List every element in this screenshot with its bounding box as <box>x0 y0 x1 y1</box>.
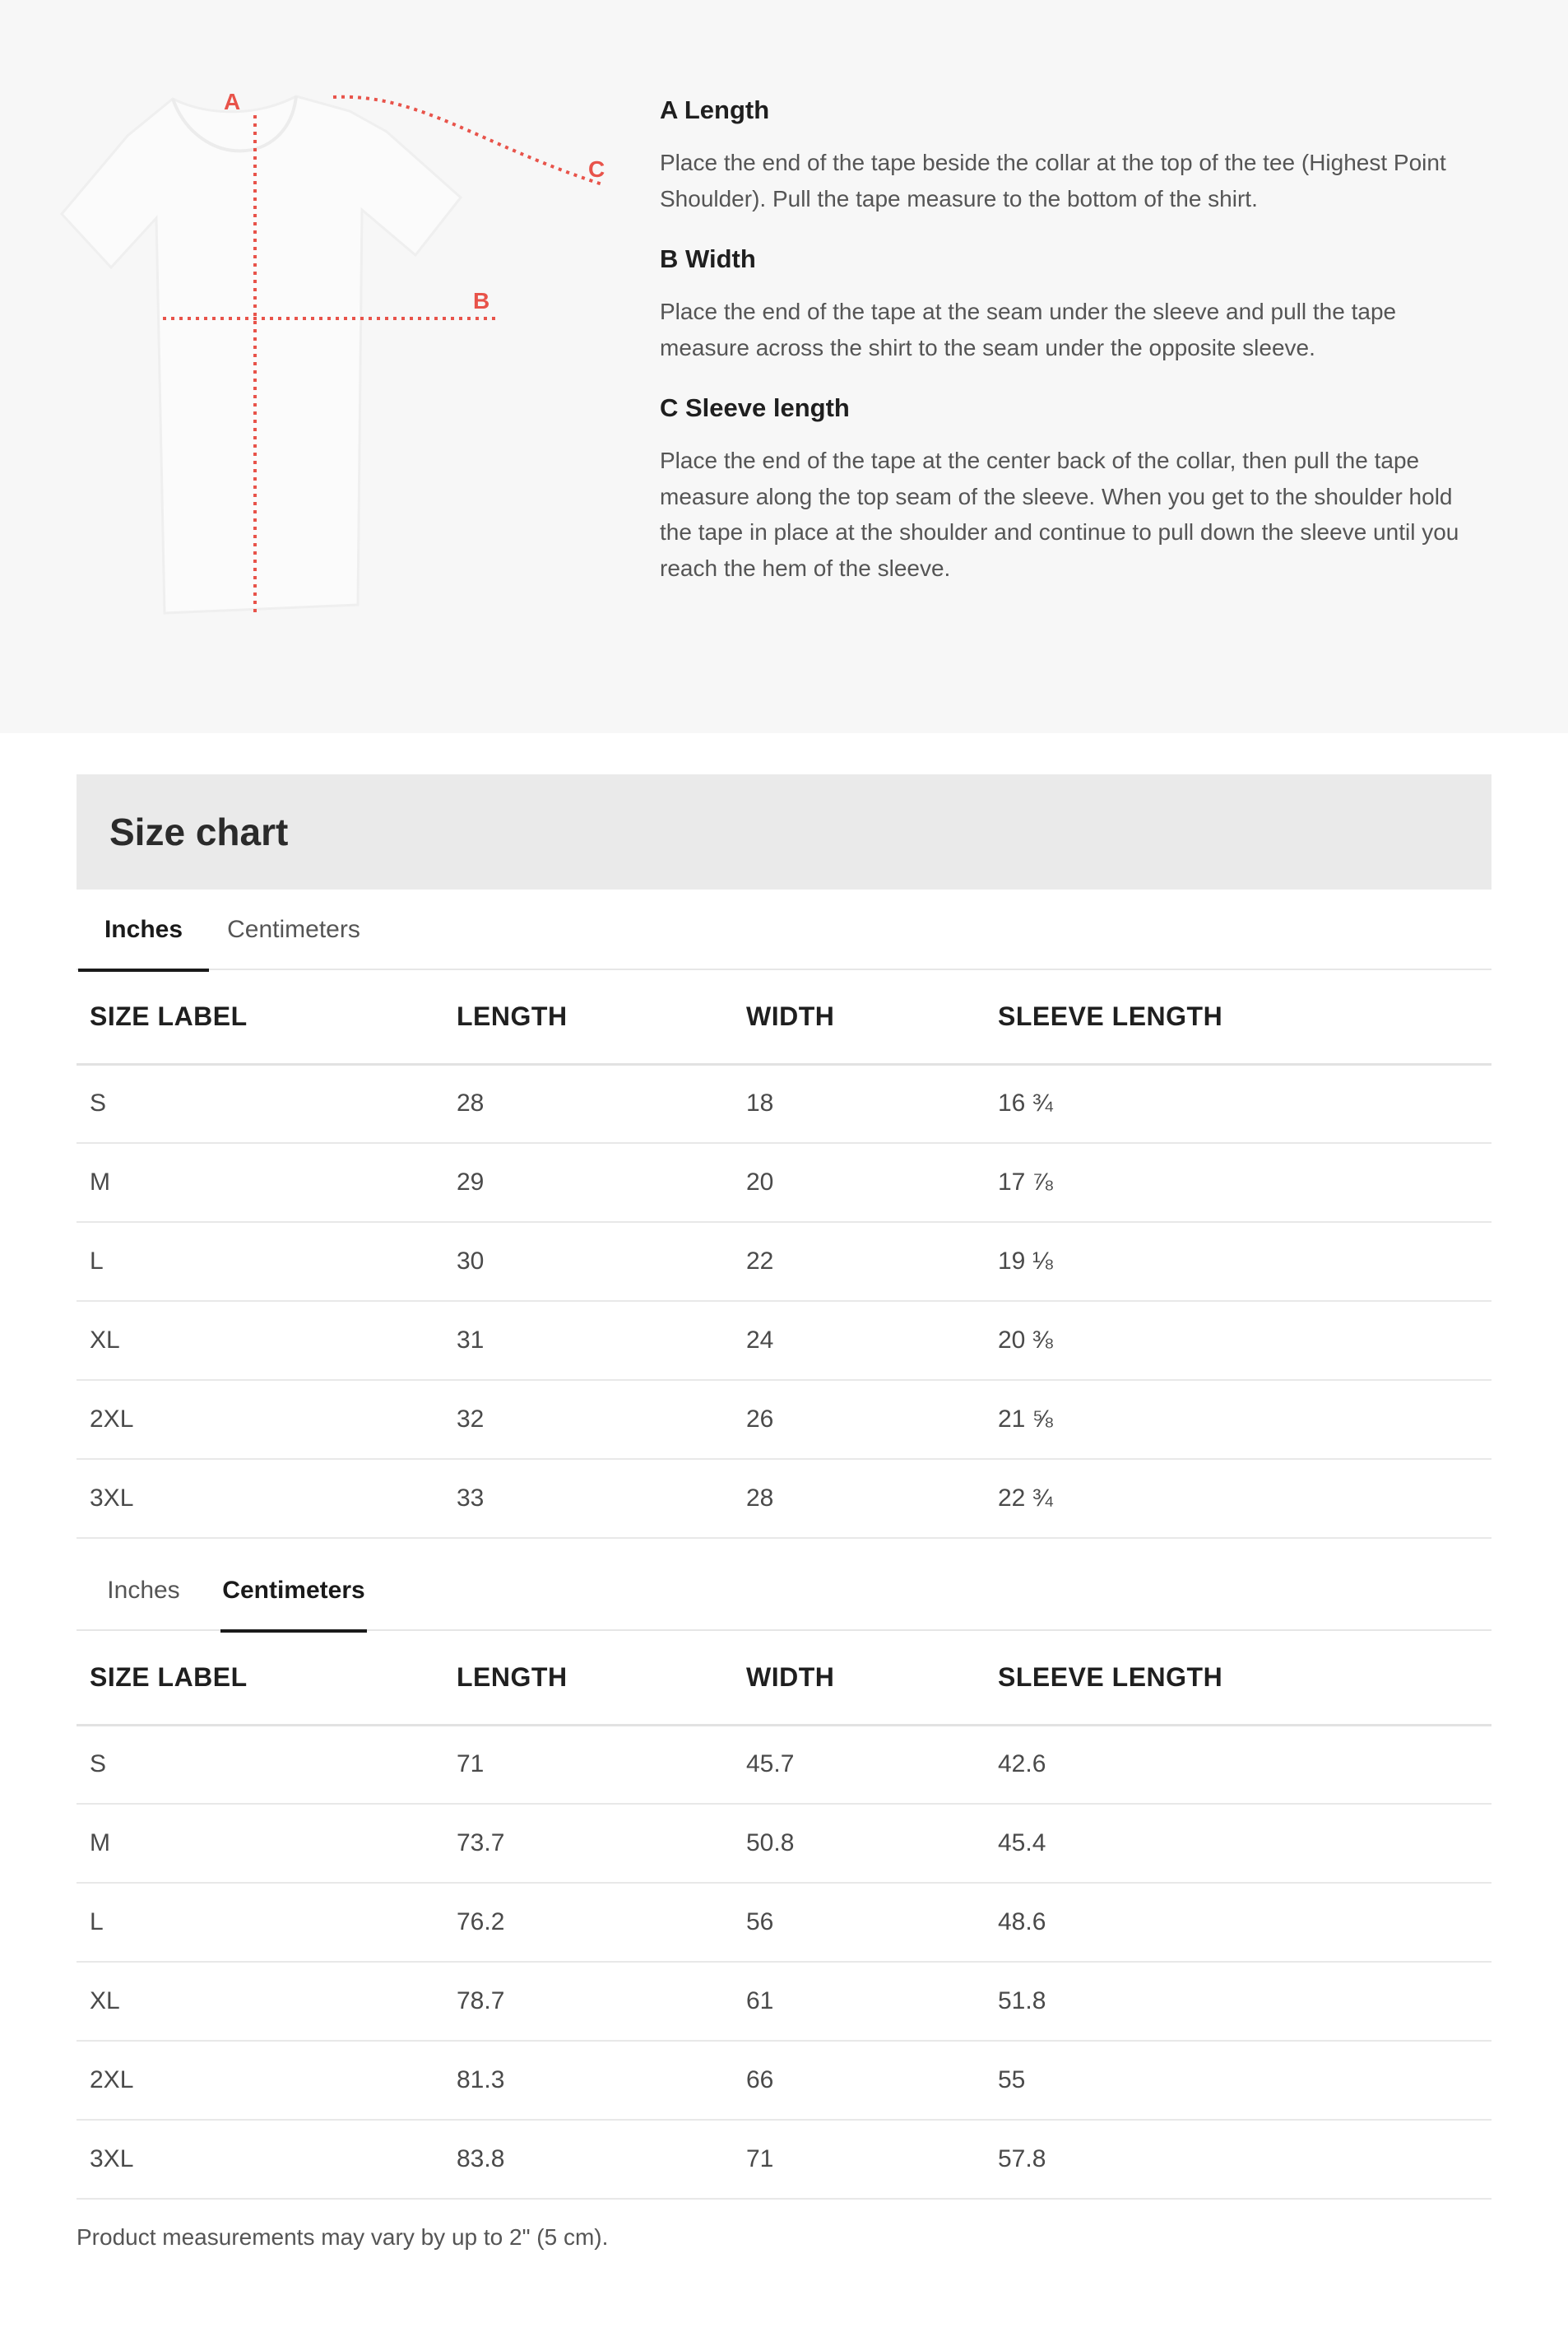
cell-length: 76.2 <box>443 1883 733 1962</box>
measurement-footnote: Product measurements may vary by up to 2" (5 cm). <box>77 2224 609 2250</box>
header-sleeve-length: SLEEVE LENGTH <box>985 1631 1491 1725</box>
cell-sleeve: 45.4 <box>985 1804 1491 1883</box>
header-length: LENGTH <box>443 1631 733 1725</box>
table-row <box>77 1962 1491 2041</box>
table-row <box>77 2041 1491 2120</box>
cell-width: 20 <box>733 1143 985 1222</box>
cell-sleeve: 22 ¾ <box>985 1459 1491 1538</box>
sleeve-length-heading: C Sleeve length <box>660 393 850 422</box>
cell-width: 66 <box>733 2041 985 2120</box>
width-heading: B Width <box>660 244 756 273</box>
cell-size: S <box>77 1064 443 1143</box>
cell-size: M <box>77 1143 443 1222</box>
cell-width: 28 <box>733 1459 985 1538</box>
cell-width: 71 <box>733 2120 985 2199</box>
table-header-row <box>77 1631 1491 1725</box>
cell-length: 78.7 <box>443 1962 733 2041</box>
table-row <box>77 1301 1491 1380</box>
cell-length: 81.3 <box>443 2041 733 2120</box>
header-size-label: SIZE LABEL <box>77 970 443 1064</box>
table-row <box>77 1380 1491 1459</box>
unit-tabs-centimeters <box>77 1550 1491 1631</box>
table-row <box>77 1143 1491 1222</box>
cell-size: L <box>77 1222 443 1301</box>
size-chart-header <box>77 774 1491 890</box>
table-row <box>77 1064 1491 1143</box>
header-sleeve-length: SLEEVE LENGTH <box>985 970 1491 1064</box>
cell-sleeve: 48.6 <box>985 1883 1491 1962</box>
cell-size: M <box>77 1804 443 1883</box>
size-table-inches <box>77 970 1491 1539</box>
cell-size: 3XL <box>77 2120 443 2199</box>
cell-length: 33 <box>443 1459 733 1538</box>
tab-inches[interactable]: Inches <box>78 890 209 970</box>
tab-centimeters[interactable]: Centimeters <box>227 916 360 943</box>
cell-width: 22 <box>733 1222 985 1301</box>
tshirt-illustration <box>49 78 625 638</box>
cell-sleeve: 55 <box>985 2041 1491 2120</box>
unit-tabs-inches <box>77 890 1491 970</box>
cell-length: 32 <box>443 1380 733 1459</box>
cell-size: XL <box>77 1962 443 2041</box>
cell-width: 26 <box>733 1380 985 1459</box>
cell-width: 61 <box>733 1962 985 2041</box>
width-instructions: Place the end of the tape at the seam under the sleeve and pull the tape measure across the shirt to the seam under the opposite sleeve. <box>660 299 1397 360</box>
table-row <box>77 1725 1491 1804</box>
size-table-centimeters <box>77 1631 1491 2200</box>
cell-sleeve: 17 ⅞ <box>985 1143 1491 1222</box>
length-instructions: Place the end of the tape beside the collar at the top of the tee (Highest Point Shoulder). Pull the tape measure to the bottom of the shirt. <box>660 150 1446 211</box>
cell-length: 71 <box>443 1725 733 1804</box>
cell-size: S <box>77 1725 443 1804</box>
tab-centimeters[interactable]: Centimeters <box>220 1550 367 1631</box>
cell-length: 73.7 <box>443 1804 733 1883</box>
table-row <box>77 2120 1491 2199</box>
header-size-label: SIZE LABEL <box>77 1631 443 1725</box>
sleeve-length-instructions: Place the end of the tape at the center back of the collar, then pull the tape measure along the top seam of the sleeve. When you get to the shoulder hold the tape in place at the shoulder and continue to pull down the sleeve until you reach the hem of the sleeve. <box>660 448 1459 581</box>
cell-size: L <box>77 1883 443 1962</box>
cell-width: 50.8 <box>733 1804 985 1883</box>
table-header-row <box>77 970 1491 1064</box>
table-row <box>77 1222 1491 1301</box>
tshirt-shape <box>62 96 461 613</box>
label-a: A <box>224 89 241 114</box>
length-heading: A Length <box>660 95 770 124</box>
cell-sleeve: 21 ⅝ <box>985 1380 1491 1459</box>
cell-length: 28 <box>443 1064 733 1143</box>
table-row <box>77 1804 1491 1883</box>
cell-size: 2XL <box>77 1380 443 1459</box>
cell-length: 30 <box>443 1222 733 1301</box>
cell-width: 56 <box>733 1883 985 1962</box>
label-b: B <box>473 288 490 314</box>
cell-sleeve: 20 ⅜ <box>985 1301 1491 1380</box>
header-width: WIDTH <box>733 1631 985 1725</box>
size-chart-title: Size chart <box>109 811 289 853</box>
cell-width: 45.7 <box>733 1725 985 1804</box>
cell-width: 18 <box>733 1064 985 1143</box>
cell-sleeve: 57.8 <box>985 2120 1491 2199</box>
label-c: C <box>588 156 605 182</box>
cell-length: 31 <box>443 1301 733 1380</box>
cell-size: 3XL <box>77 1459 443 1538</box>
cell-sleeve: 42.6 <box>985 1725 1491 1804</box>
cell-length: 83.8 <box>443 2120 733 2199</box>
measuring-instructions <box>660 92 1491 611</box>
header-length: LENGTH <box>443 970 733 1064</box>
cell-sleeve: 51.8 <box>985 1962 1491 2041</box>
cell-sleeve: 19 ⅛ <box>985 1222 1491 1301</box>
measuring-guide <box>0 0 1568 733</box>
cell-width: 24 <box>733 1301 985 1380</box>
cell-size: 2XL <box>77 2041 443 2120</box>
cell-length: 29 <box>443 1143 733 1222</box>
table-row <box>77 1883 1491 1962</box>
cell-size: XL <box>77 1301 443 1380</box>
header-width: WIDTH <box>733 970 985 1064</box>
table-row <box>77 1459 1491 1538</box>
cell-sleeve: 16 ¾ <box>985 1064 1491 1143</box>
tab-inches[interactable]: Inches <box>107 1577 180 1604</box>
